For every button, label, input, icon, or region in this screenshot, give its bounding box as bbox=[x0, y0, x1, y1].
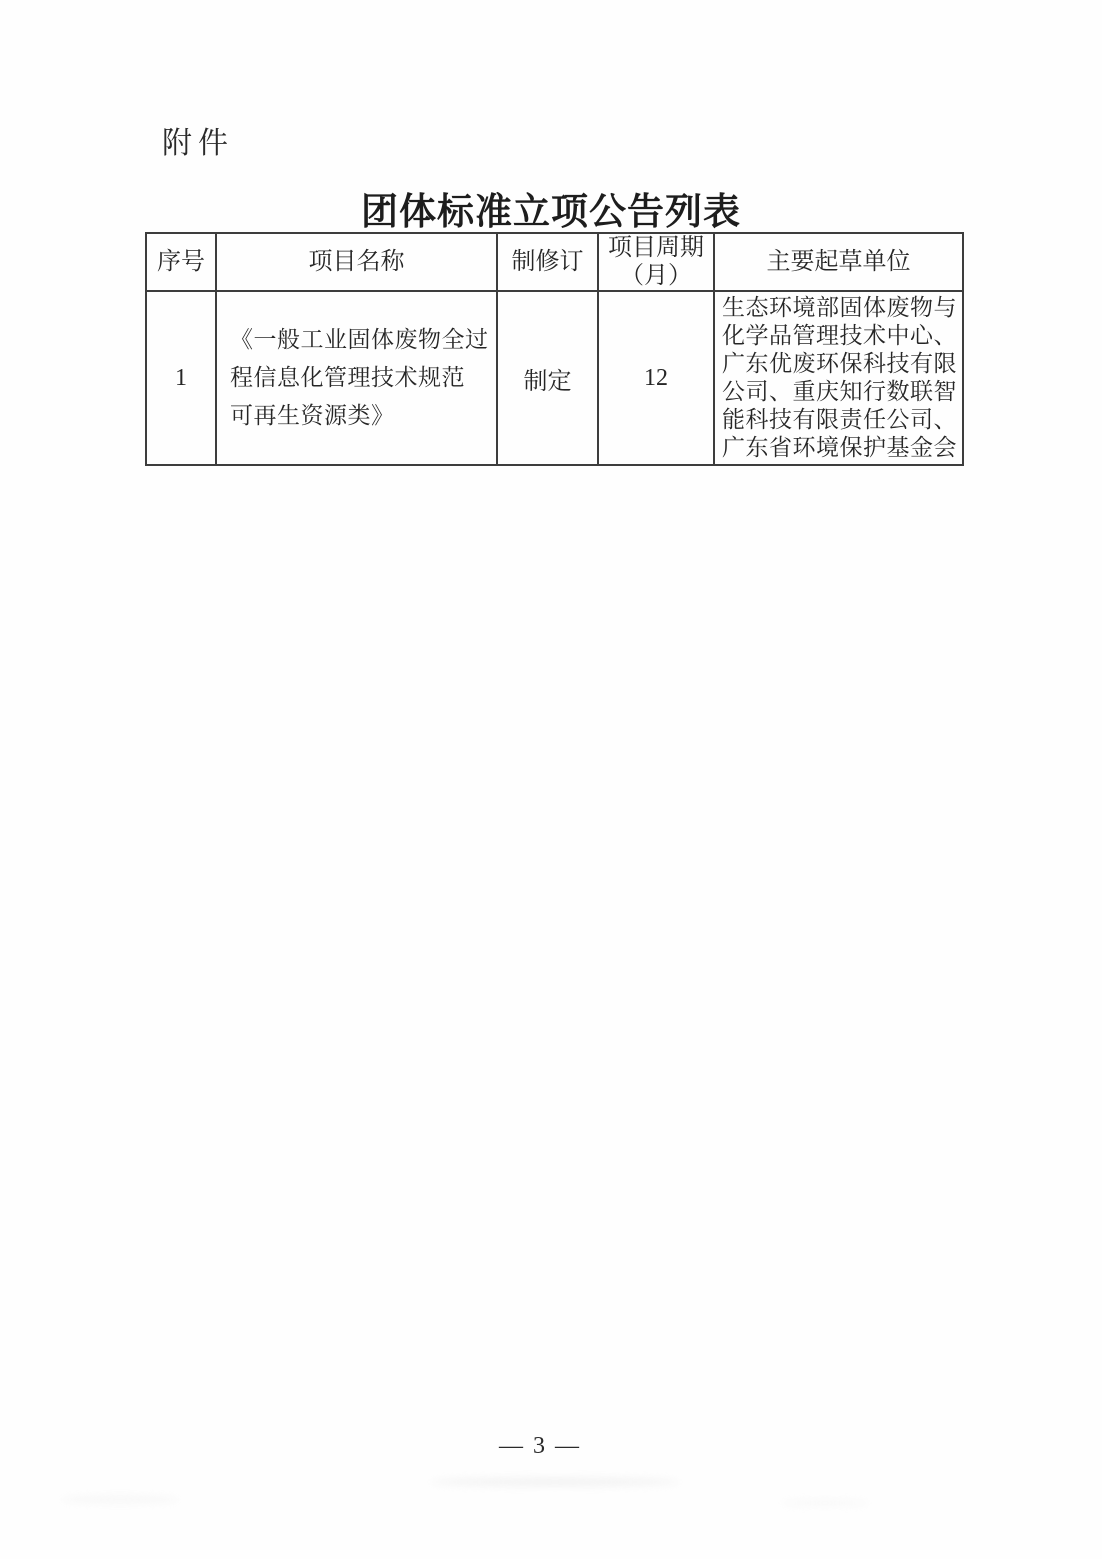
header-period-label: 项目周期（月） bbox=[607, 235, 704, 289]
cell-project-name bbox=[216, 291, 497, 465]
cell-revision-type: 制定 bbox=[497, 291, 598, 465]
project-name-text: 《一般工业固体废物全过程信息化管理技术规范 可再生资源类》 bbox=[230, 327, 489, 428]
standards-table bbox=[145, 232, 964, 466]
table-row bbox=[146, 291, 963, 465]
cell-drafting-units bbox=[714, 291, 963, 465]
header-cell-project-name: 项目名称 bbox=[216, 233, 497, 291]
scan-smudge bbox=[60, 1496, 180, 1503]
cell-period-months: 12 bbox=[598, 291, 714, 465]
drafting-units-text: 生态环境部固体废物与化学品管理技术中心、广东优废环保科技有限公司、重庆知行数联智能科技有限责任公司、广东省环境保护基金会 bbox=[722, 295, 957, 460]
table-header-row bbox=[146, 233, 963, 291]
attachment-label: 附件 bbox=[162, 127, 234, 160]
header-cell-period-months bbox=[598, 233, 714, 291]
scan-smudge bbox=[430, 1478, 680, 1486]
scan-smudge bbox=[780, 1500, 870, 1506]
document-title: 团体标准立项公告列表 bbox=[361, 192, 741, 233]
page-number: — 3 — bbox=[499, 1433, 581, 1459]
cell-serial: 1 bbox=[146, 291, 216, 465]
header-cell-revision-type: 制修订 bbox=[497, 233, 598, 291]
header-cell-drafting-units: 主要起草单位 bbox=[714, 233, 963, 291]
header-cell-serial: 序号 bbox=[146, 233, 216, 291]
